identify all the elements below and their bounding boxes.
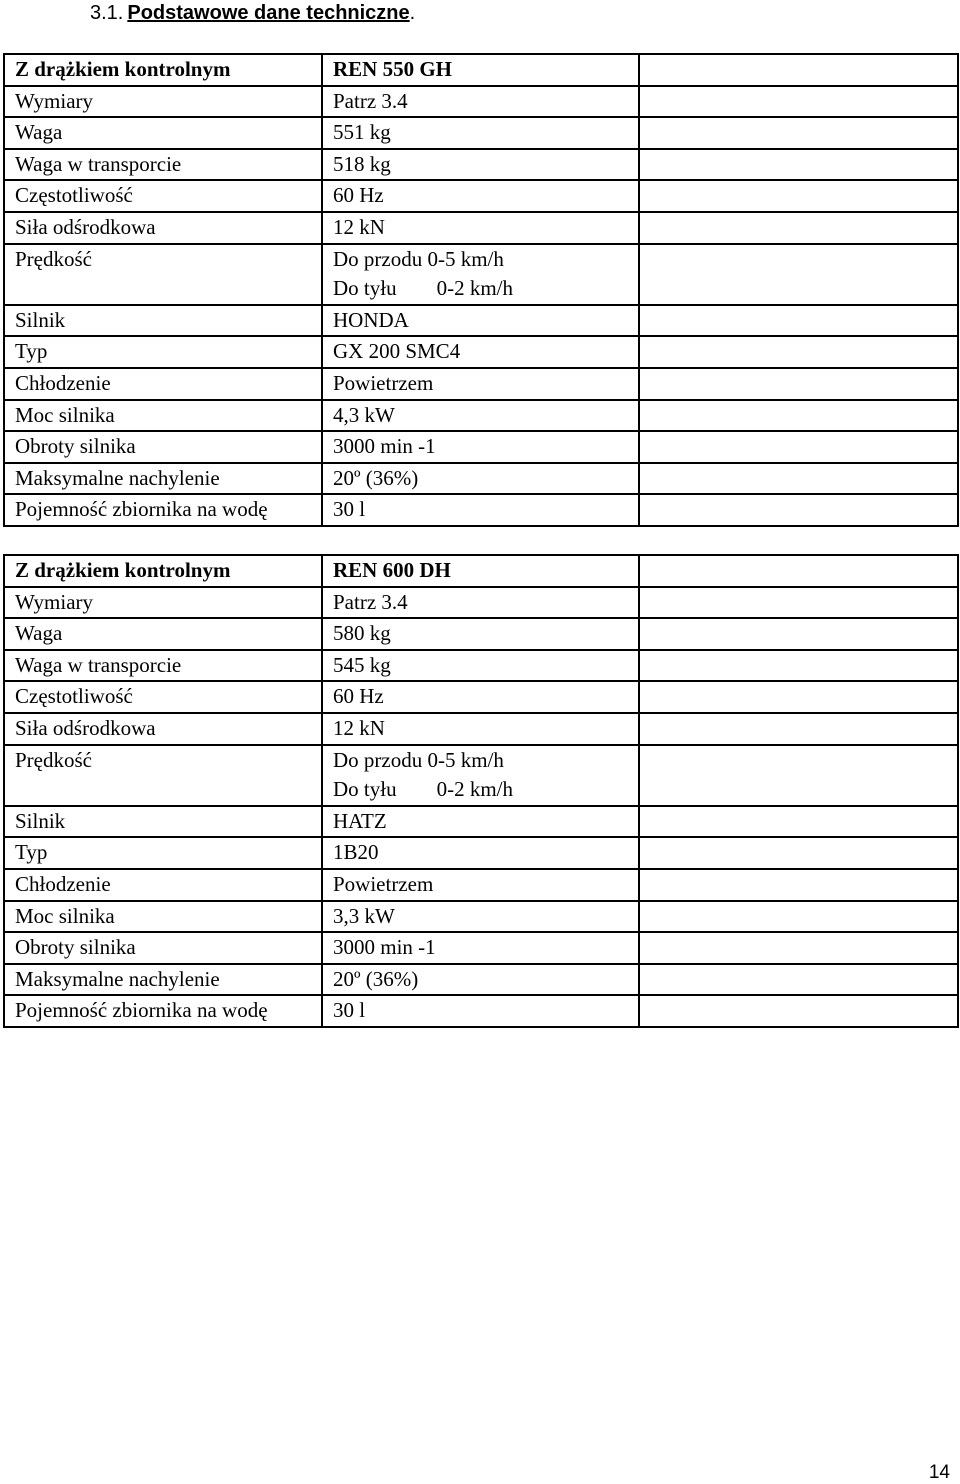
row-value: 3,3 kW: [322, 901, 639, 933]
row-label: Chłodzenie: [4, 869, 322, 901]
row-label: Wymiary: [4, 86, 322, 118]
table-row: [4, 244, 958, 305]
row-value: 1B20: [322, 837, 639, 869]
table-row: [4, 86, 958, 118]
row-label: Siła odśrodkowa: [4, 212, 322, 244]
row-label: Moc silnika: [4, 400, 322, 432]
empty-cell: [639, 745, 958, 806]
row-label: Moc silnika: [4, 901, 322, 933]
row-label: Waga w transporcie: [4, 650, 322, 682]
row-value: Patrz 3.4: [322, 587, 639, 619]
row-value: 12 kN: [322, 212, 639, 244]
row-value: 60 Hz: [322, 681, 639, 713]
row-value: HATZ: [322, 806, 639, 838]
section-heading: [90, 2, 415, 24]
row-value: Patrz 3.4: [322, 86, 639, 118]
row-value-speed: [322, 745, 639, 806]
header-label: Z drążkiem kontrolnym: [4, 555, 322, 587]
empty-cell: [639, 932, 958, 964]
empty-cell: [639, 305, 958, 337]
row-label: Siła odśrodkowa: [4, 713, 322, 745]
speed-reverse: [333, 274, 628, 304]
row-label: Pojemność zbiornika na wodę: [4, 494, 322, 526]
table-row: [4, 932, 958, 964]
empty-cell: [639, 400, 958, 432]
row-label: Silnik: [4, 806, 322, 838]
empty-cell: [639, 212, 958, 244]
table-row: [4, 681, 958, 713]
table-row: [4, 650, 958, 682]
row-label: Pojemność zbiornika na wodę: [4, 995, 322, 1027]
speed-reverse: [333, 775, 628, 805]
table-row: [4, 745, 958, 806]
empty-cell: [639, 837, 958, 869]
row-value: 580 kg: [322, 618, 639, 650]
empty-cell: [639, 555, 958, 587]
row-value: Powietrzem: [322, 869, 639, 901]
table-row: [4, 305, 958, 337]
empty-cell: [639, 180, 958, 212]
speed-reverse-value: 0-2 km/h: [436, 276, 514, 301]
table-row: [4, 431, 958, 463]
row-label: Maksymalne nachylenie: [4, 964, 322, 996]
empty-cell: [639, 368, 958, 400]
speed-reverse-label: Do tyłu: [333, 777, 397, 802]
row-label: Typ: [4, 837, 322, 869]
speed-forward: Do przodu 0-5 km/h: [333, 747, 504, 772]
table-row: [4, 180, 958, 212]
table-row: [4, 837, 958, 869]
table-row: [4, 587, 958, 619]
empty-cell: [639, 964, 958, 996]
row-value: 30 l: [322, 494, 639, 526]
row-value: 20º (36%): [322, 964, 639, 996]
table-row: [4, 995, 958, 1027]
row-label: Częstotliwość: [4, 681, 322, 713]
empty-cell: [639, 713, 958, 745]
row-label: Prędkość: [4, 244, 322, 305]
model-name: REN 600 DH: [322, 555, 639, 587]
table-row: [4, 806, 958, 838]
empty-cell: [639, 336, 958, 368]
empty-cell: [639, 587, 958, 619]
empty-cell: [639, 86, 958, 118]
spec-table-ren-600-dh: [3, 554, 959, 1028]
table-header-row: [4, 555, 958, 587]
row-value: 545 kg: [322, 650, 639, 682]
row-label: Maksymalne nachylenie: [4, 463, 322, 495]
empty-cell: [639, 869, 958, 901]
table-row: [4, 368, 958, 400]
page-number: 14: [928, 1462, 950, 1483]
speed-forward: Do przodu 0-5 km/h: [333, 246, 504, 271]
empty-cell: [639, 494, 958, 526]
empty-cell: [639, 806, 958, 838]
row-value: 30 l: [322, 995, 639, 1027]
empty-cell: [639, 54, 958, 86]
table-row: [4, 618, 958, 650]
row-value-speed: [322, 244, 639, 305]
empty-cell: [639, 149, 958, 181]
row-value: 4,3 kW: [322, 400, 639, 432]
row-value: 12 kN: [322, 713, 639, 745]
table-row: [4, 901, 958, 933]
table-row: [4, 494, 958, 526]
row-label: Waga: [4, 618, 322, 650]
table-header-row: [4, 54, 958, 86]
empty-cell: [639, 244, 958, 305]
empty-cell: [639, 650, 958, 682]
table-row: [4, 713, 958, 745]
row-value: 3000 min -1: [322, 932, 639, 964]
row-label: Częstotliwość: [4, 180, 322, 212]
table-row: [4, 463, 958, 495]
row-value: 518 kg: [322, 149, 639, 181]
row-label: Chłodzenie: [4, 368, 322, 400]
row-label: Typ: [4, 336, 322, 368]
row-value: GX 200 SMC4: [322, 336, 639, 368]
row-label: Prędkość: [4, 745, 322, 806]
section-title: Podstawowe dane techniczne: [127, 2, 410, 24]
row-label: Obroty silnika: [4, 932, 322, 964]
row-value: Powietrzem: [322, 368, 639, 400]
section-number: 3.1.: [90, 2, 124, 24]
empty-cell: [639, 618, 958, 650]
row-label: Silnik: [4, 305, 322, 337]
row-label: Waga: [4, 117, 322, 149]
row-value: 551 kg: [322, 117, 639, 149]
spec-table-ren-550-gh: [3, 53, 959, 527]
row-value: 3000 min -1: [322, 431, 639, 463]
row-value: 20º (36%): [322, 463, 639, 495]
header-label: Z drążkiem kontrolnym: [4, 54, 322, 86]
empty-cell: [639, 995, 958, 1027]
speed-reverse-value: 0-2 km/h: [436, 777, 514, 802]
table-row: [4, 400, 958, 432]
table-row: [4, 212, 958, 244]
empty-cell: [639, 901, 958, 933]
row-value: HONDA: [322, 305, 639, 337]
table-row: [4, 869, 958, 901]
model-name: REN 550 GH: [322, 54, 639, 86]
row-label: Obroty silnika: [4, 431, 322, 463]
table-row: [4, 117, 958, 149]
row-label: Wymiary: [4, 587, 322, 619]
table-row: [4, 336, 958, 368]
table-row: [4, 964, 958, 996]
row-value: 60 Hz: [322, 180, 639, 212]
section-title-period: .: [409, 2, 416, 24]
empty-cell: [639, 463, 958, 495]
empty-cell: [639, 117, 958, 149]
table-row: [4, 149, 958, 181]
row-label: Waga w transporcie: [4, 149, 322, 181]
empty-cell: [639, 431, 958, 463]
empty-cell: [639, 681, 958, 713]
speed-reverse-label: Do tyłu: [333, 276, 397, 301]
